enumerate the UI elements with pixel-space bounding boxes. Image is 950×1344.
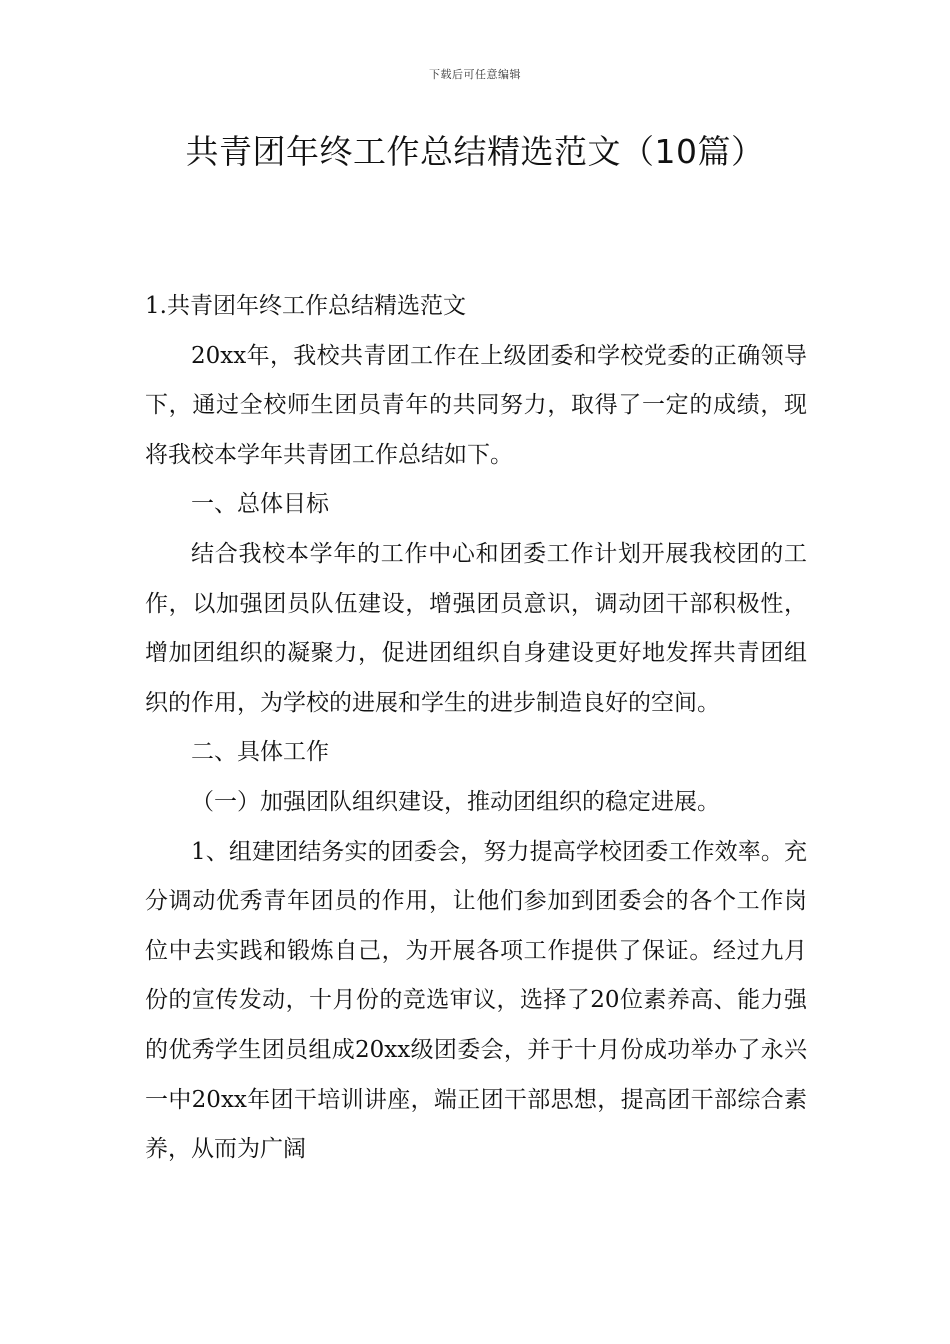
document-body bbox=[145, 282, 807, 1175]
paragraph: 20xx年，我校共青团工作在上级团委和学校党委的正确领导下，通过全校师生团员青年的共同努力，取得了一定的成绩，现将我校本学年共青团工作总结如下。 bbox=[145, 342, 807, 468]
section-heading: 一、总体目标 bbox=[191, 491, 329, 518]
paragraph: 1.共青团年终工作总结精选范文 bbox=[145, 293, 466, 319]
header-note: 下载后可任意编辑 bbox=[429, 68, 521, 81]
document-title: 共青团年终工作总结精选范文（10篇） bbox=[185, 132, 765, 171]
paragraph: 1、组建团结务实的团委会，努力提高学校团委工作效率。充分调动优秀青年团员的作用，让他们参加到团委会的各个工作岗位中去实践和锻炼自己，为开展各项工作提供了保证。经过九月份的宣传发动，十月份的竞选审议，选择了20位素养高、能力强的优秀学生团员组成20xx级团委会，并于十月份成功举办了永兴一中20xx年团干培训讲座，端正团干部思想，提高团干部综合素养，从而为广阔 bbox=[145, 838, 807, 1163]
section-heading: 二、具体工作 bbox=[191, 739, 329, 766]
subsection-heading: （一）加强团队组织建设，推动团组织的稳定进展。 bbox=[191, 788, 720, 815]
paragraph: 结合我校本学年的工作中心和团委工作计划开展我校团的工作，以加强团员队伍建设，增强团员意识，调动团干部积极性，增加团组织的凝聚力，促进团组织自身建设更好地发挥共青团组织的作用，为学校的进展和学生的进步制造良好的空间。 bbox=[145, 540, 807, 716]
